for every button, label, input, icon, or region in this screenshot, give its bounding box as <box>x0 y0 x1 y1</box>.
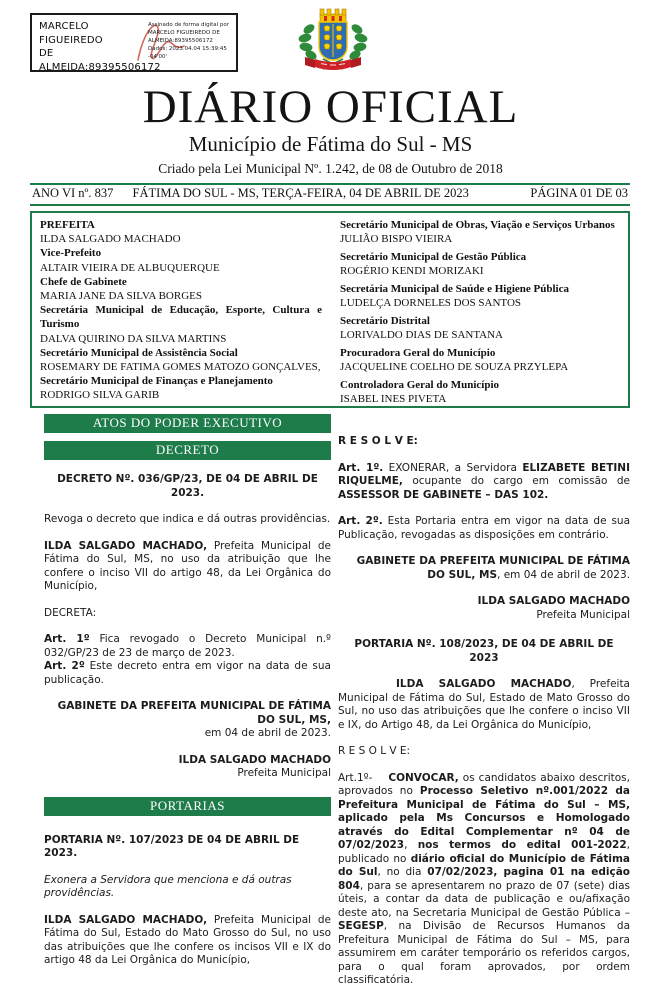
signature-detail-line: ALMEIDA:89395506172 <box>148 38 213 44</box>
section-header-atos: ATOS DO PODER EXECUTIVO <box>44 414 331 433</box>
digital-signature-box <box>30 13 238 72</box>
portaria108-art1-convocar: Art.1º- CONVOCAR, os candidatos abaixo descritos, aprovados no Processo Seletivo nº.001/2022 da Prefeitura Municipal de Fátima do Sul – MS, aplicado pela Ms Concursos e Homologado através do Edital Complementar nº 04 de 07/02/2023, nos termos do edital 001-2022, publicado no diário oficial do Município de Fátima do Sul, no dia 07/02/2023, pagina 01 na edição 804, para se apresentarem no prazo de 07 (sete) dias úteis, a contar da data de publicação e ou/afixação deste ato, na Secretaria Municipal de Gestão Pública – SEGESP, na Divisão de Recursos Humanos da Prefeitura Municipal de Fátima do Sul – MS, para assumirem em caráter temporário os referidos cargos, para o qual foram aprovados, por ordem classificatória. <box>338 771 631 986</box>
officials-box <box>30 211 630 408</box>
gazette-created-line: Criado pela Lei Municipal Nº. 1.242, de 08 de Outubro de 2018 <box>158 161 503 176</box>
edition-left-group <box>32 186 469 201</box>
edition-info-bar <box>30 183 630 206</box>
portaria108-title: PORTARIA Nº. 108/2023, DE 04 DE ABRIL DE 2023 <box>354 638 614 664</box>
official-role: Secretário Municipal de Gestão Pública <box>340 250 527 263</box>
signature-name <box>39 20 161 74</box>
official-name: ROSEMARY DE FATIMA GOMES MATOZO GONÇALVES, <box>40 361 321 374</box>
decree-title: DECRETO Nº. 036/GP/23, DE 04 DE ABRIL DE 2023. <box>57 473 318 499</box>
official-name: DALVA QUIRINO DA SILVA MARTINS <box>40 332 227 345</box>
edition-date: FÁTIMA DO SUL - MS, TERÇA-FEIRA, 04 DE ABRIL DE 2023 <box>132 186 469 200</box>
portaria107-art1: Art. 1º. EXONERAR, a Servidora ELIZABETE BETINI RIQUELME, ocupante do cargo em comissão de ASSESSOR DE GABINETE – DAS 102. <box>338 461 630 501</box>
signature-detail-line: Assinado de forma digital por <box>148 22 230 28</box>
section-header-portarias: PORTARIAS <box>44 797 331 816</box>
official-name: JULIÃO BISPO VIEIRA <box>340 233 453 246</box>
decree-signature-block: ILDA SALGADO MACHADO Prefeita Municipal <box>178 753 331 779</box>
official-name: ALTAIR VIEIRA DE ALBUQUERQUE <box>40 261 220 274</box>
decree-art1: Art. 1º Fica revogado o Decreto Municipal n.º 032/GP/23 de 23 de março de 2023. <box>44 633 332 659</box>
official-role: Secretária Municipal de Saúde e Higiene Pública <box>340 282 569 295</box>
official-entry <box>340 346 620 374</box>
signature-detail-line: MARCELO FIGUEIREDO DE <box>148 30 220 36</box>
decree-decreta: DECRETA: <box>44 606 97 619</box>
officials-left-column <box>32 213 330 406</box>
official-name: LORIVALDO DIAS DE SANTANA <box>340 328 503 341</box>
official-name: RODRIGO SILVA GARIB <box>40 389 160 402</box>
masthead <box>0 82 661 177</box>
official-role: Secretário Municipal de Finanças e Planejamento <box>40 375 273 388</box>
official-entry <box>340 314 620 342</box>
content-right-column <box>338 414 630 1001</box>
portaria107-resolve: R E S O L V E: <box>338 435 418 447</box>
section-header-decreto: DECRETO <box>44 441 331 460</box>
decree-art2: Art. 2º Este decreto entra em vigor na data de sua publicação. <box>44 660 331 686</box>
official-name: JACQUELINE COELHO DE SOUZA PRZYLEPA <box>340 360 569 373</box>
official-role: Secretária Municipal de Educação, Esporte, Cultura e Turismo <box>40 304 322 331</box>
content-left-column <box>44 414 331 981</box>
official-name: LUDELÇA DORNELES DOS SANTOS <box>340 297 522 310</box>
official-role: Controladora Geral do Município <box>340 378 499 391</box>
official-role: Chefe de Gabinete <box>40 275 127 288</box>
official-role: Secretário Municipal de Obras, Viação e Serviços Urbanos <box>340 219 615 231</box>
official-entry <box>340 250 620 278</box>
official-role: Vice-Prefeito <box>40 247 102 260</box>
portaria107-preamble: ILDA SALGADO MACHADO, Prefeita Municipal de Fátima do Sul, Estado do Mato Grosso do Sul, no uso das atribuições que lhe confere os incisos VII e IX do artigo 48 da Lei Orgânica do Município, <box>44 913 331 966</box>
signature-name-line: MARCELO FIGUEIREDO <box>39 21 103 46</box>
official-name: ISABEL INES PIVETA <box>340 392 447 405</box>
official-entry <box>340 218 620 246</box>
signature-name-line: ALMEIDA:89395506172 <box>39 61 161 73</box>
signature-detail-line: Dados: 2023.04.04 15:39:45 -04'00' <box>148 46 227 60</box>
decree-preamble: ILDA SALGADO MACHADO, Prefeita Municipal de Fátima do Sul, MS, no uso da atribuição que lhe confere o inciso VII do artigo 48, da Lei Orgânica do Município, <box>44 539 331 592</box>
official-role: Procuradora Geral do Município <box>340 346 496 359</box>
decree-summary: Revoga o decreto que indica e dá outras providências. <box>44 513 331 525</box>
signature-details <box>148 21 236 61</box>
portaria108-preamble: ILDA SALGADO MACHADO, Prefeita Municipal de Fátima do Sul, Estado de Mato Grosso do Sul, no uso das atribuições que lhe confere o inciso VII e IX, do Artigo 48, da Lei Orgânica do Município, <box>338 678 630 731</box>
official-name: ILDA SALGADO MACHADO <box>40 233 181 246</box>
official-role: PREFEITA <box>40 219 95 231</box>
portaria107-gabinete-line: GABINETE DA PREFEITA MUNICIPAL DE FÁTIMA DO SUL, MS, em 04 de abril de 2023. <box>356 555 630 581</box>
official-entry <box>340 378 620 406</box>
gazette-subtitle: Município de Fátima do Sul - MS <box>188 132 473 156</box>
official-entry <box>340 282 620 310</box>
official-name: ROGÉRIO KENDI MORIZAKI <box>340 265 484 278</box>
portaria107-art2: Art. 2º. Esta Portaria entra em vigor na data de sua Publicação, revogadas as disposições em contrário. <box>338 515 631 541</box>
portaria108-resolve: R E S O L V E: <box>338 745 411 757</box>
signature-name-line: DE <box>39 48 54 59</box>
portaria107-signature-block: ILDA SALGADO MACHADO Prefeita Municipal <box>477 595 630 621</box>
official-role: Secretário Distrital <box>340 314 430 327</box>
crest-crown <box>320 9 346 22</box>
page-number: PÁGINA 01 DE 03 <box>530 186 628 200</box>
official-name: MARIA JANE DA SILVA BORGES <box>40 290 202 303</box>
gazette-title: DIÁRIO OFICIAL <box>142 81 519 133</box>
municipal-crest-icon <box>297 5 369 77</box>
officials-right-column <box>330 213 628 406</box>
crest-shield <box>319 22 347 60</box>
portaria107-summary: Exonera a Servidora que menciona e dá outras providências. <box>44 873 292 899</box>
decree-gabinete-line: GABINETE DA PREFEITA MUNICIPAL DE FÁTIMA DO SUL, MS, em 04 de abril de 2023. <box>57 700 331 739</box>
edition-number: ANO VI nº. 837 <box>32 186 114 200</box>
official-role: Secretário Municipal de Assistência Social <box>40 346 238 359</box>
portaria107-title: PORTARIA Nº. 107/2023 DE 04 DE ABRIL DE 2023. <box>44 833 300 859</box>
